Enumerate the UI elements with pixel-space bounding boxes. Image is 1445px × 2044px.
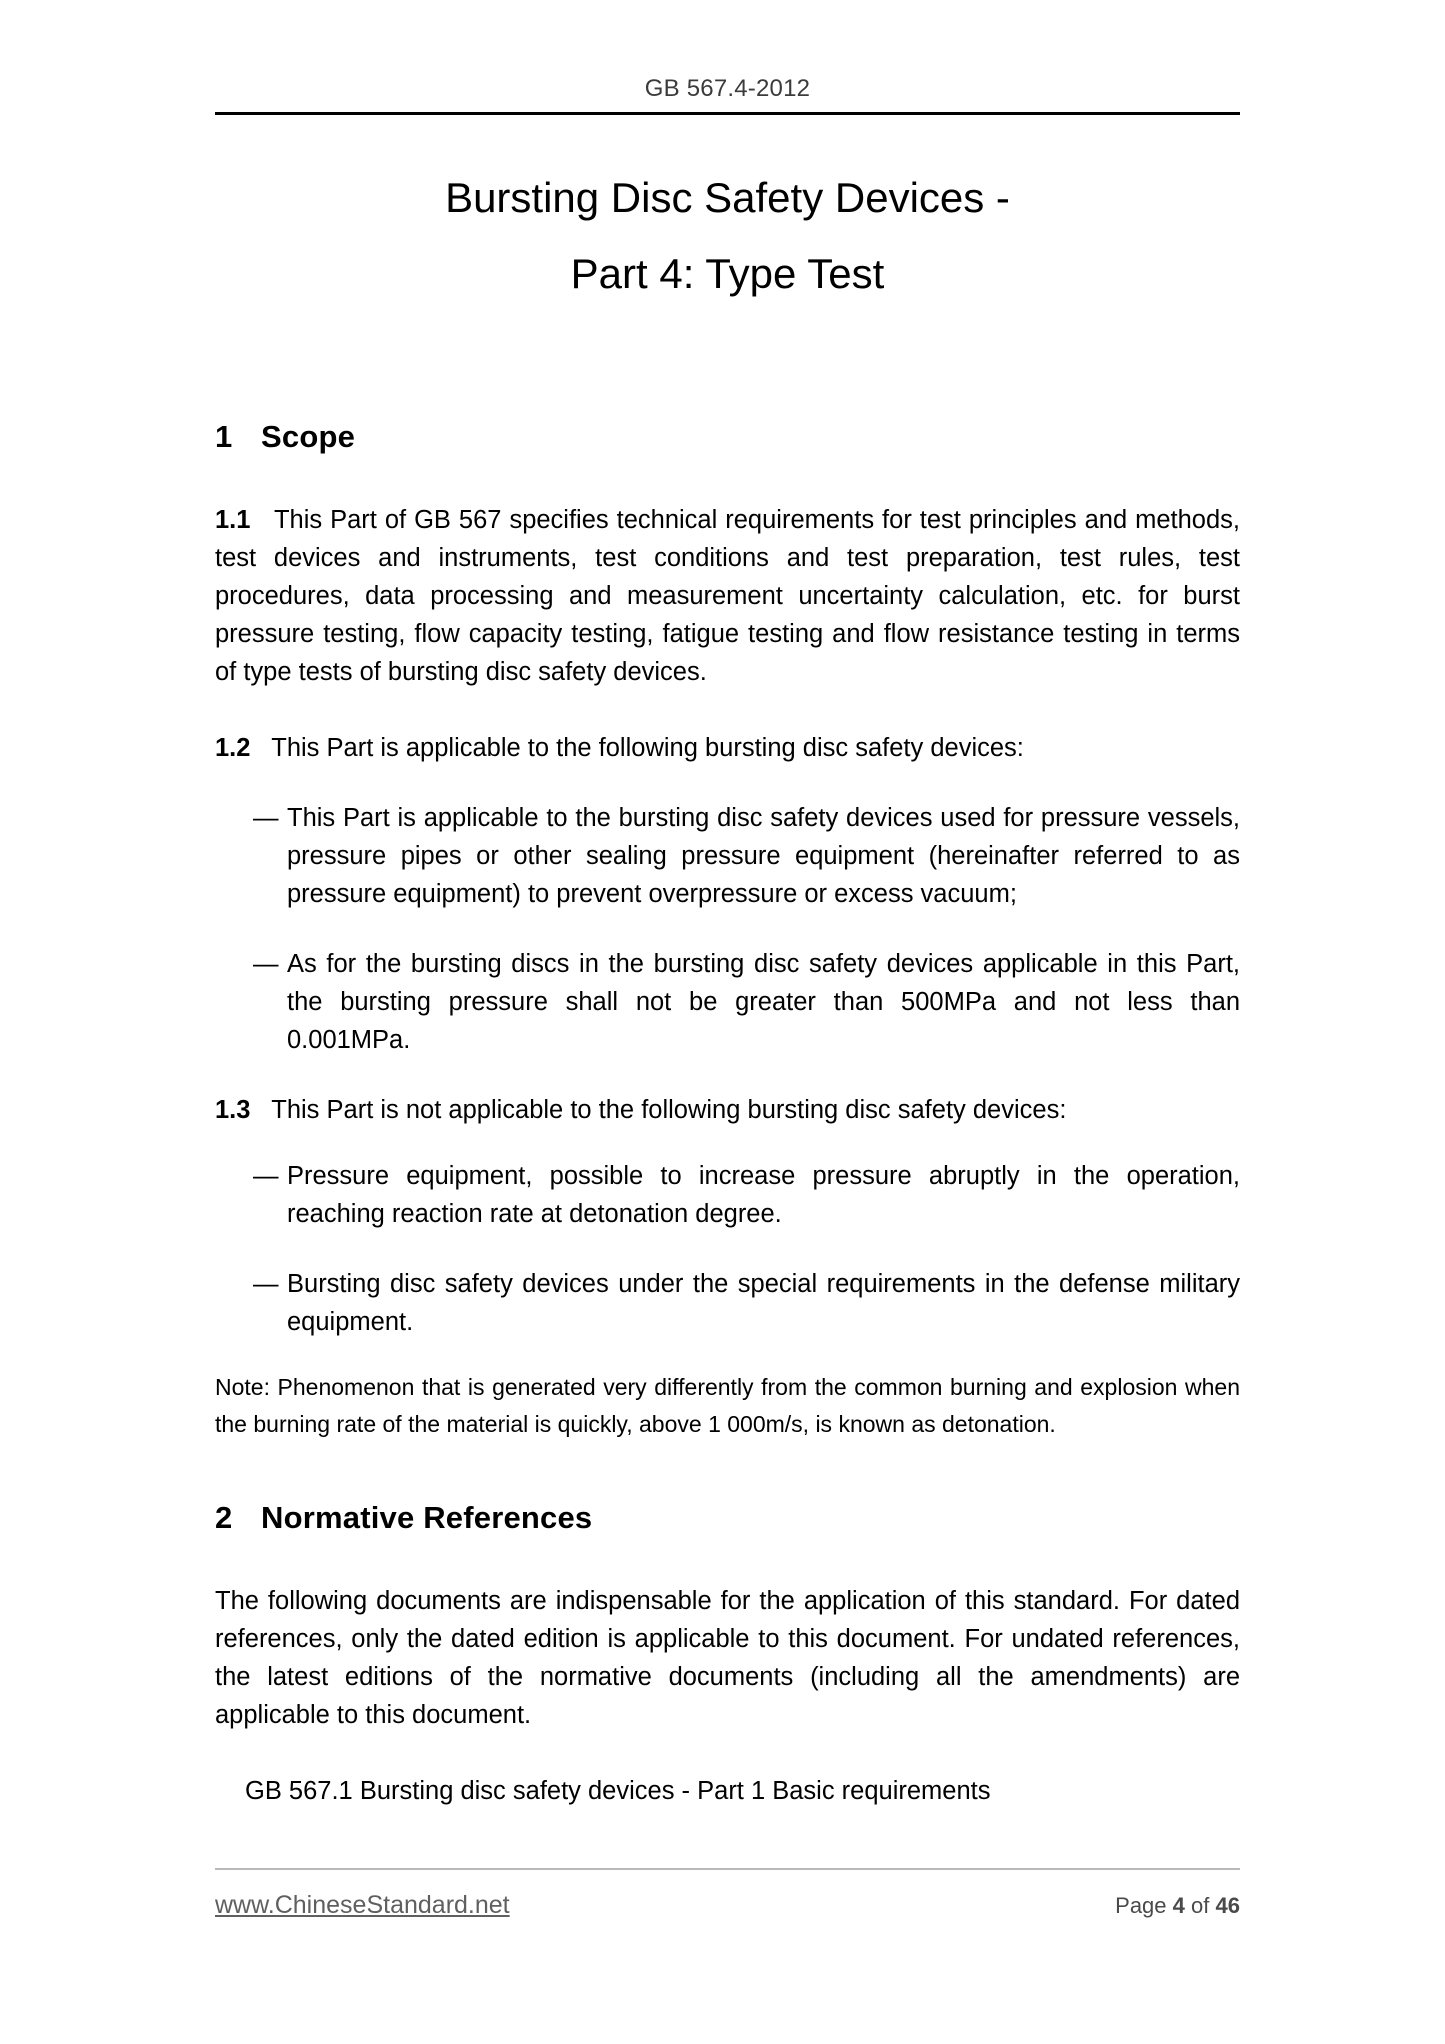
normative-references-intro: The following documents are indispensable for the application of this standard. For dated references, only the dated edition is applicable to this document. For undated references, the latest editions of the normative documents (including all the amendments) are applicable to this document.: [215, 1587, 1240, 1730]
section-title: Scope: [261, 419, 356, 454]
em-dash-bullet: —: [253, 950, 279, 979]
scope-note: Note: Phenomenon that is generated very differently from the common burning and explosion when the burning rate of the material is quickly, above 1 000m/s, is known as detonation.: [215, 1374, 1240, 1438]
reference-item: GB 567.1 Bursting disc safety devices - Part 1 Basic requirements: [245, 1777, 991, 1806]
running-header: [215, 76, 1240, 115]
clause-text: This Part is applicable to the following bursting disc safety devices:: [271, 734, 1024, 763]
title-line-1: Bursting Disc Safety Devices -: [445, 174, 1010, 221]
em-dash-bullet: —: [253, 1270, 279, 1299]
document-body: [215, 418, 1240, 1810]
clause-text: This Part of GB 567 specifies technical requirements for test principles and methods, test devices and instruments, test conditions and test preparation, test rules, test procedures, data processing and measurement uncertainty calculation, etc. for burst pressure testing, flow capacity testing, fatigue testing and flow resistance testing in terms of type tests of bursting disc safety devices.: [215, 506, 1240, 687]
clause-number: 1.2: [215, 734, 251, 763]
section-number: 1: [215, 419, 233, 454]
list-item: [215, 945, 1240, 1059]
spacer: [215, 913, 1240, 945]
footer-site-link[interactable]: www.ChineseStandard.net: [215, 1891, 510, 1919]
spacer: [215, 767, 1240, 799]
clause-1-2: [215, 729, 1240, 767]
list-item: [215, 799, 1240, 913]
standard-code: GB 567.4-2012: [644, 75, 811, 102]
clause-text: This Part is not applicable to the following bursting disc safety devices:: [271, 1096, 1067, 1125]
clause-1-3: [215, 1091, 1240, 1129]
spacer: [215, 1734, 1240, 1772]
section-title: Normative References: [261, 1500, 593, 1536]
spacer: [215, 691, 1240, 729]
section-number: 2: [215, 1500, 233, 1536]
page-title: [215, 160, 1240, 312]
list-item: [215, 1265, 1240, 1341]
title-line-2: Part 4: Type Test: [570, 250, 885, 297]
list-item: [215, 1157, 1240, 1233]
page-footer: [215, 1868, 1240, 1920]
list-item-text: As for the bursting discs in the bursting disc safety devices applicable in this Part, the bursting pressure shall not be greater than 500MPa and not less than 0.001MPa.: [287, 950, 1240, 1055]
clause-1-1: [215, 501, 1240, 691]
spacer: [215, 1233, 1240, 1265]
page-indicator: [1115, 1893, 1240, 1919]
clause-number: 1.1: [215, 506, 251, 535]
of-label: of: [1191, 1893, 1210, 1918]
section-heading-normative-references: [215, 1499, 1240, 1536]
list-item-text: This Part is applicable to the bursting disc safety devices used for pressure vessels, pressure pipes or other sealing pressure equipment (hereinafter referred to as pressure equipment) to prevent overpressure or excess vacuum;: [287, 804, 1240, 909]
spacer: [215, 1536, 1240, 1582]
em-dash-bullet: —: [253, 804, 279, 833]
total-pages: 46: [1215, 1893, 1240, 1918]
list-item-text: Bursting disc safety devices under the special requirements in the defense military equipment.: [287, 1270, 1240, 1337]
header-rule: [215, 112, 1240, 115]
spacer: [215, 455, 1240, 501]
footer-row: [215, 1890, 1240, 1920]
spacer: [215, 1129, 1240, 1157]
clause-number: 1.3: [215, 1096, 251, 1125]
em-dash-bullet: —: [253, 1162, 279, 1191]
spacer: [215, 1341, 1240, 1369]
list-item-text: Pressure equipment, possible to increase pressure abruptly in the operation, reaching reaction rate at detonation degree.: [287, 1162, 1240, 1229]
spacer: [215, 1443, 1240, 1499]
page-number: 4: [1172, 1893, 1185, 1918]
spacer: [215, 1059, 1240, 1091]
page-label: Page: [1115, 1893, 1167, 1918]
footer-rule: [215, 1868, 1240, 1870]
section-heading-scope: [215, 418, 1240, 455]
